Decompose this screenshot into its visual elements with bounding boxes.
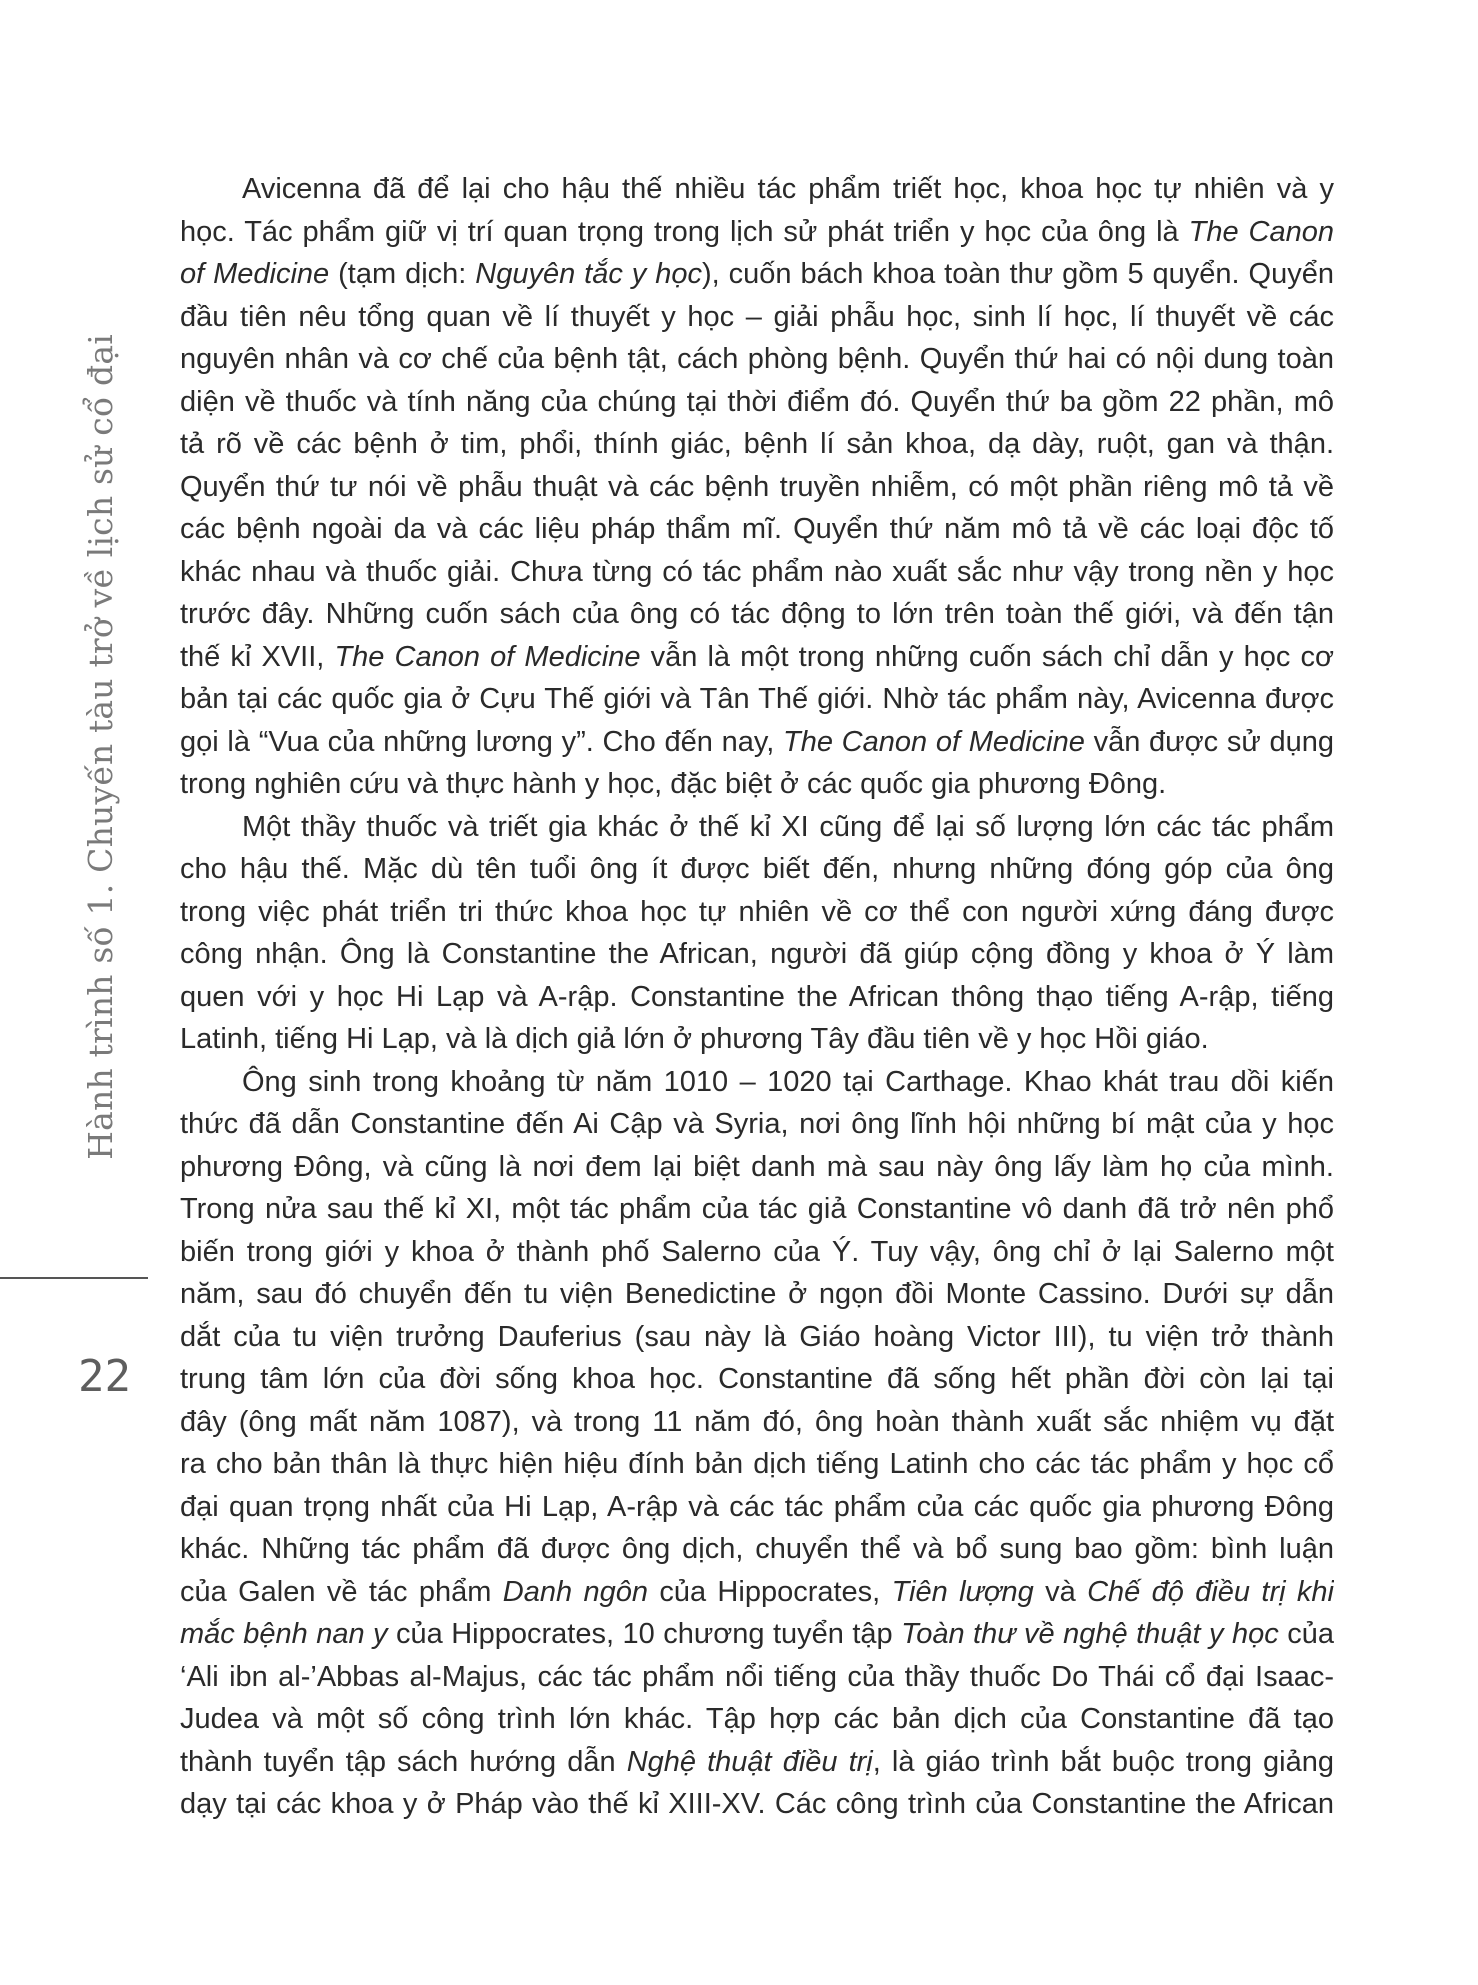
text-run: dắt của tu viện trưởng Dauferius (sau này là Giáo hoàng Victor III), tu viện trở thành bbox=[180, 1320, 1334, 1353]
text-line bbox=[180, 1783, 1334, 1826]
italic-title: Nguyên tắc y học bbox=[475, 258, 703, 290]
body-text bbox=[180, 168, 1334, 1826]
text-run: trước đây. Những cuốn sách của ông có tác động to lớn trên toàn thế giới, và đến tận bbox=[180, 598, 1334, 630]
text-run: trong nghiên cứu và thực hành y học, đặc biệt ở các quốc gia phương Đông. bbox=[180, 768, 1167, 800]
page-number: 22 bbox=[78, 1351, 131, 1402]
text-line bbox=[180, 1528, 1334, 1571]
italic-title: Nghệ thuật điều trị bbox=[626, 1745, 873, 1778]
text-line bbox=[180, 848, 1334, 891]
text-run: khác. Những tác phẩm đã được ông dịch, chuyển thể và bổ sung bao gồm: bình luận bbox=[180, 1533, 1334, 1565]
text-line bbox=[180, 1443, 1334, 1486]
text-line bbox=[180, 1486, 1334, 1529]
text-line bbox=[180, 338, 1334, 381]
text-line bbox=[180, 1146, 1334, 1189]
text-run: Quyển thứ tư nói về phẫu thuật và các bệnh truyền nhiễm, có một phần riêng mô tả về bbox=[180, 470, 1334, 503]
italic-title: Danh ngôn bbox=[502, 1575, 648, 1608]
text-run: tả rõ về các bệnh ở tim, phổi, thính giác, bệnh lí sản khoa, dạ dày, ruột, gan và thận. bbox=[180, 428, 1334, 460]
text-line bbox=[180, 296, 1334, 339]
text-line bbox=[180, 1061, 1334, 1104]
text-line bbox=[180, 763, 1334, 806]
text-line bbox=[180, 1698, 1334, 1741]
text-run: quen với y học Hi Lạp và A-rập. Constantine the African thông thạo tiếng A-rập, tiếng bbox=[180, 980, 1334, 1013]
text-run: các bệnh ngoài da và các liệu pháp thẩm mĩ. Quyển thứ năm mô tả về các loại độc tố bbox=[180, 513, 1334, 545]
text-run: Avicenna đã để lại cho hậu thế nhiều tác phẩm triết học, khoa học tự nhiên và y bbox=[242, 173, 1334, 205]
text-line bbox=[180, 891, 1334, 934]
italic-title: The Canon of Medicine bbox=[782, 725, 1085, 758]
text-run: ), cuốn bách khoa toàn thư gồm 5 quyển. Quyển bbox=[702, 258, 1334, 290]
text-line bbox=[180, 508, 1334, 551]
text-line bbox=[180, 211, 1334, 254]
text-line bbox=[180, 1613, 1334, 1656]
text-line bbox=[180, 423, 1334, 466]
text-run: trung tâm lớn của đời sống khoa học. Constantine đã sống hết phần đời còn lại tại bbox=[180, 1363, 1334, 1395]
text-line bbox=[180, 1273, 1334, 1316]
text-run: diện về thuốc và tính năng của chúng tại thời điểm đó. Quyển thứ ba gồm 22 phần, mô bbox=[180, 385, 1334, 418]
text-line bbox=[180, 1741, 1334, 1784]
text-line bbox=[180, 1656, 1334, 1699]
paragraph bbox=[180, 806, 1334, 1061]
text-line bbox=[180, 168, 1334, 211]
text-run: phương Đông, và cũng là nơi đem lại biệt danh mà sau này ông lấy làm họ của mình. bbox=[180, 1150, 1334, 1183]
text-run: của Hippocrates, bbox=[647, 1575, 892, 1608]
italic-title: Chế độ điều trị khi bbox=[1087, 1575, 1334, 1608]
text-run: (tạm dịch: bbox=[329, 258, 476, 290]
text-run: Judea và một số công trình lớn khác. Tập hợp các bản dịch của Constantine đã tạo bbox=[180, 1703, 1334, 1735]
running-header-vertical: Hành trình số 1. Chuyến tàu trở về lịch sử cổ đại bbox=[81, 334, 120, 1160]
text-line bbox=[180, 721, 1334, 764]
text-line bbox=[180, 678, 1334, 721]
text-line bbox=[180, 1316, 1334, 1359]
text-line bbox=[180, 381, 1334, 424]
text-run: của bbox=[1278, 1618, 1334, 1650]
text-line bbox=[180, 1103, 1334, 1146]
text-run: đây (ông mất năm 1087), và trong 11 năm đó, ông hoàn thành xuất sắc nhiệm vụ đặt bbox=[180, 1405, 1334, 1438]
italic-title: mắc bệnh nan y bbox=[180, 1618, 388, 1650]
paragraph bbox=[180, 168, 1334, 806]
text-run: vẫn được sử dụng bbox=[1084, 725, 1334, 758]
text-run: thức đã dẫn Constantine đến Ai Cập và Syria, nơi ông lĩnh hội những bí mật của y học bbox=[180, 1108, 1334, 1140]
text-line bbox=[180, 551, 1334, 594]
margin-divider bbox=[0, 1277, 148, 1279]
text-run: gọi là “Vua của những lương y”. Cho đến nay, bbox=[180, 725, 783, 758]
text-line bbox=[180, 1358, 1334, 1401]
text-run: thành tuyển tập sách hướng dẫn bbox=[180, 1745, 627, 1778]
text-run: học. Tác phẩm giữ vị trí quan trọng trong lịch sử phát triển y học của ông là bbox=[180, 215, 1189, 248]
text-run: đại quan trọng nhất của Hi Lạp, A-rập và các tác phẩm của các quốc gia phương Đông bbox=[180, 1490, 1334, 1523]
text-line bbox=[180, 806, 1334, 849]
text-run: biến trong giới y khoa ở thành phố Salerno của Ý. Tuy vậy, ông chỉ ở lại Salerno một bbox=[180, 1235, 1334, 1268]
text-run: công nhận. Ông là Constantine the African, người đã giúp cộng đồng y khoa ở Ý làm bbox=[180, 938, 1334, 970]
text-line bbox=[180, 1401, 1334, 1444]
text-run: năm, sau đó chuyển đến tu viện Benedictine ở ngọn đồi Monte Cassino. Dưới sự dẫn bbox=[180, 1278, 1334, 1310]
text-run: Một thầy thuốc và triết gia khác ở thế kỉ XI cũng để lại số lượng lớn các tác phẩm bbox=[242, 810, 1334, 843]
text-run: cho hậu thế. Mặc dù tên tuổi ông ít được biết đến, nhưng những đóng góp của ông bbox=[180, 853, 1334, 885]
text-run: của Hippocrates, 10 chương tuyển tập bbox=[387, 1618, 902, 1650]
text-run: khác nhau và thuốc giải. Chưa từng có tác phẩm nào xuất sắc như vậy trong nền y học bbox=[180, 555, 1334, 588]
text-run: trong việc phát triển tri thức khoa học tự nhiên về cơ thể con người xứng đáng được bbox=[180, 895, 1334, 928]
text-line bbox=[180, 933, 1334, 976]
text-run: Trong nửa sau thế kỉ XI, một tác phẩm của tác giả Constantine vô danh đã trở nên phổ bbox=[180, 1193, 1334, 1225]
text-run: Latinh, tiếng Hi Lạp, và là dịch giả lớn ở phương Tây đầu tiên về y học Hồi giáo. bbox=[180, 1023, 1209, 1055]
italic-title: Toàn thư về nghệ thuật y học bbox=[901, 1618, 1279, 1650]
text-line bbox=[180, 1231, 1334, 1274]
text-line bbox=[180, 636, 1334, 679]
text-line bbox=[180, 1018, 1334, 1061]
text-run: Ông sinh trong khoảng từ năm 1010 – 1020 tại Carthage. Khao khát trau dồi kiến bbox=[242, 1065, 1334, 1098]
italic-title: The Canon bbox=[1188, 215, 1334, 248]
text-run: dạy tại các khoa y ở Pháp vào thế kỉ XIII-XV. Các công trình của Constantine the African bbox=[180, 1788, 1334, 1820]
italic-title: The Canon of Medicine bbox=[334, 640, 641, 673]
text-run: của Galen về tác phẩm bbox=[180, 1575, 503, 1608]
text-line bbox=[180, 1188, 1334, 1231]
text-run: nguyên nhân và cơ chế của bệnh tật, cách phòng bệnh. Quyển thứ hai có nội dung toàn bbox=[180, 343, 1334, 375]
text-run: , là giáo trình bắt buộc trong giảng bbox=[872, 1745, 1334, 1778]
text-line bbox=[180, 1571, 1334, 1614]
italic-title: of Medicine bbox=[180, 258, 330, 290]
text-run: thế kỉ XVII, bbox=[180, 640, 335, 673]
text-line bbox=[180, 976, 1334, 1019]
text-run: ‘Ali ibn al-’Abbas al-Majus, các tác phẩm nổi tiếng của thầy thuốc Do Thái cổ đại Isaac- bbox=[180, 1660, 1334, 1693]
text-run: đầu tiên nêu tổng quan về lí thuyết y học – giải phẫu học, sinh lí học, lí thuyết về các bbox=[180, 300, 1334, 333]
text-run: bản tại các quốc gia ở Cựu Thế giới và Tân Thế giới. Nhờ tác phẩm này, Avicenna được bbox=[180, 683, 1334, 715]
text-line bbox=[180, 593, 1334, 636]
text-run: vẫn là một trong những cuốn sách chỉ dẫn y học cơ bbox=[640, 640, 1334, 673]
italic-title: Tiên lượng bbox=[891, 1575, 1034, 1608]
text-run: và bbox=[1033, 1575, 1088, 1608]
text-line bbox=[180, 466, 1334, 509]
text-line bbox=[180, 253, 1334, 296]
paragraph bbox=[180, 1061, 1334, 1826]
text-run: ra cho bản thân là thực hiện hiệu đính bản dịch tiếng Latinh cho các tác phẩm y học cổ bbox=[180, 1448, 1334, 1480]
